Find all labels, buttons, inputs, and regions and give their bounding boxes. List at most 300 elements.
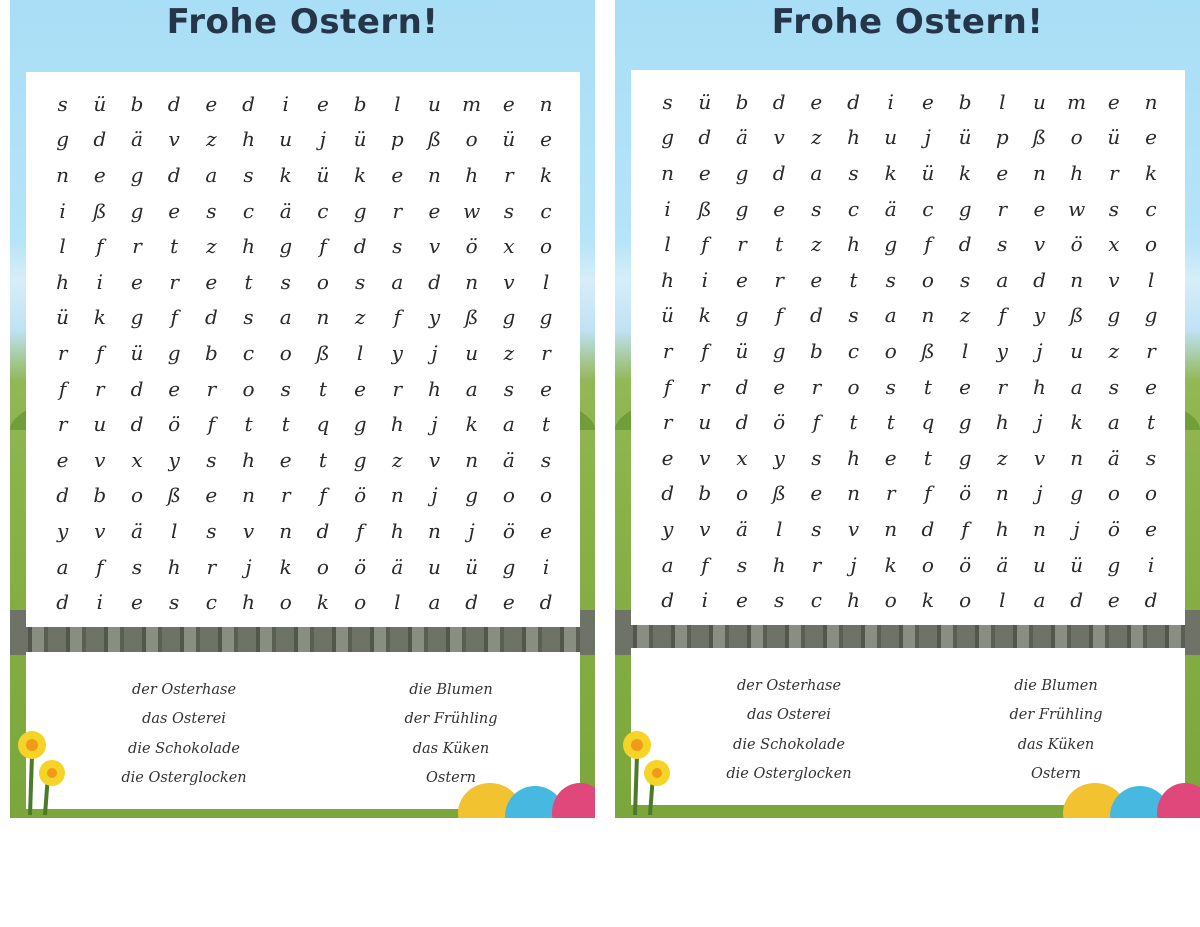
grid-letter[interactable]: r — [1146, 338, 1156, 363]
grid-letter[interactable]: q — [316, 412, 330, 437]
grid-letter[interactable]: n — [390, 483, 404, 508]
grid-letter[interactable]: l — [961, 338, 969, 363]
grid-letter[interactable]: f — [924, 232, 932, 257]
grid-letter[interactable]: r — [95, 376, 105, 401]
grid-letter[interactable]: r — [504, 162, 514, 187]
grid-letter[interactable]: s — [1108, 196, 1119, 221]
grid-letter[interactable]: g — [1070, 481, 1084, 506]
grid-letter[interactable]: k — [279, 554, 292, 579]
grid-letter[interactable]: ö — [354, 554, 367, 579]
grid-letter[interactable]: f — [961, 516, 969, 541]
grid-letter[interactable]: s — [280, 376, 291, 401]
grid-letter[interactable]: t — [244, 412, 253, 437]
grid-letter[interactable]: v — [428, 234, 441, 259]
grid-letter[interactable]: o — [847, 374, 860, 399]
grid-letter[interactable]: f — [812, 410, 821, 435]
grid-letter[interactable]: p — [390, 127, 404, 152]
grid-letter[interactable]: s — [1145, 445, 1157, 470]
grid-letter[interactable]: w — [463, 198, 481, 223]
grid-letter[interactable]: h — [465, 162, 479, 187]
grid-letter[interactable]: r — [811, 374, 822, 399]
grid-letter[interactable]: v — [847, 516, 860, 541]
grid-letter[interactable]: s — [243, 305, 254, 330]
grid-letter[interactable]: e — [279, 447, 292, 472]
grid-letter[interactable]: d — [56, 483, 69, 508]
grid-letter[interactable]: d — [809, 303, 823, 328]
grid-letter[interactable]: o — [316, 554, 329, 579]
grid-letter[interactable]: e — [540, 376, 552, 401]
grid-letter[interactable]: ö — [959, 552, 972, 577]
grid-letter[interactable]: t — [923, 374, 932, 399]
grid-letter[interactable]: z — [206, 127, 217, 152]
grid-letter[interactable]: z — [503, 340, 515, 365]
grid-letter[interactable]: a — [1070, 374, 1083, 399]
grid-letter[interactable]: v — [1033, 445, 1046, 470]
grid-letter[interactable]: s — [540, 447, 552, 472]
grid-letter[interactable]: g — [1107, 552, 1121, 577]
grid-letter[interactable]: e — [1145, 516, 1157, 541]
grid-letter[interactable]: v — [699, 445, 711, 470]
grid-letter[interactable]: o — [1145, 232, 1158, 257]
grid-letter[interactable]: y — [773, 445, 785, 470]
grid-letter[interactable]: f — [393, 305, 401, 330]
grid-letter[interactable]: v — [1108, 267, 1120, 292]
grid-letter[interactable]: v — [168, 127, 180, 152]
grid-letter[interactable]: f — [663, 374, 672, 399]
grid-letter[interactable]: g — [735, 160, 749, 185]
grid-letter[interactable]: d — [130, 412, 144, 437]
grid-letter[interactable]: o — [502, 483, 515, 508]
grid-letter[interactable]: l — [775, 516, 783, 541]
grid-letter[interactable]: g — [353, 198, 367, 223]
grid-letter[interactable]: u — [884, 125, 898, 150]
grid-letter[interactable]: v — [94, 518, 106, 543]
grid-letter[interactable]: h — [428, 376, 441, 401]
grid-letter[interactable]: d — [428, 269, 441, 294]
grid-letter[interactable]: c — [205, 590, 217, 615]
grid-letter[interactable]: r — [700, 374, 710, 399]
grid-letter[interactable]: c — [540, 198, 552, 223]
grid-letter[interactable]: o — [1145, 481, 1158, 506]
grid-letter[interactable]: i — [1147, 552, 1155, 577]
grid-letter[interactable]: f — [356, 518, 364, 543]
grid-letter[interactable]: u — [279, 127, 293, 152]
grid-letter[interactable]: t — [1147, 410, 1156, 435]
grid-letter[interactable]: i — [664, 196, 671, 221]
grid-letter[interactable]: y — [661, 516, 674, 541]
grid-letter[interactable]: s — [885, 267, 896, 292]
grid-letter[interactable]: e — [205, 483, 218, 508]
grid-letter[interactable]: s — [811, 516, 822, 541]
grid-letter[interactable]: h — [242, 127, 255, 152]
grid-letter[interactable]: n — [884, 516, 898, 541]
grid-letter[interactable]: ä — [884, 196, 897, 221]
grid-letter[interactable]: s — [206, 518, 217, 543]
grid-letter[interactable]: k — [354, 162, 367, 187]
grid-letter[interactable]: n — [921, 303, 935, 328]
grid-letter[interactable]: t — [775, 232, 784, 257]
grid-letter[interactable]: r — [885, 481, 896, 506]
grid-letter[interactable]: t — [318, 376, 327, 401]
grid-letter[interactable]: n — [661, 160, 675, 185]
grid-letter[interactable]: j — [468, 518, 475, 543]
grid-letter[interactable]: z — [392, 447, 403, 472]
grid-letter[interactable]: j — [431, 412, 438, 437]
grid-letter[interactable]: a — [502, 412, 515, 437]
grid-letter[interactable]: v — [428, 447, 441, 472]
grid-letter[interactable]: g — [353, 412, 367, 437]
grid-letter[interactable]: h — [167, 554, 181, 579]
grid-letter[interactable]: h — [847, 125, 860, 150]
grid-letter[interactable]: r — [997, 374, 1008, 399]
grid-letter[interactable]: y — [56, 518, 69, 543]
grid-letter[interactable]: g — [167, 340, 181, 365]
grid-letter[interactable]: g — [958, 445, 972, 470]
grid-letter[interactable]: t — [318, 447, 327, 472]
grid-letter[interactable]: ß — [93, 198, 107, 223]
grid-letter[interactable]: a — [1033, 588, 1046, 613]
grid-letter[interactable]: r — [737, 232, 747, 257]
grid-letter[interactable]: o — [921, 552, 934, 577]
grid-letter[interactable]: s — [736, 552, 748, 577]
grid-letter[interactable]: ä — [131, 127, 143, 152]
grid-letter[interactable]: e — [205, 91, 218, 116]
grid-letter[interactable]: ö — [1070, 232, 1083, 257]
grid-letter[interactable]: ö — [773, 410, 786, 435]
grid-letter[interactable]: d — [772, 89, 786, 114]
grid-letter[interactable]: l — [664, 232, 671, 257]
grid-letter[interactable]: b — [93, 483, 107, 508]
grid-letter[interactable]: s — [848, 160, 859, 185]
grid-letter[interactable]: m — [1067, 89, 1087, 114]
grid-letter[interactable]: j — [1036, 338, 1043, 363]
grid-letter[interactable]: n — [1070, 267, 1084, 292]
grid-letter[interactable]: k — [93, 305, 106, 330]
grid-letter[interactable]: r — [206, 376, 217, 401]
grid-letter[interactable]: e — [773, 374, 786, 399]
grid-letter[interactable]: k — [1144, 160, 1158, 185]
grid-letter[interactable]: l — [59, 234, 66, 259]
grid-letter[interactable]: s — [243, 162, 254, 187]
grid-letter[interactable]: j — [431, 340, 438, 365]
grid-letter[interactable]: ö — [168, 412, 181, 437]
grid-letter[interactable]: k — [959, 160, 972, 185]
grid-letter[interactable]: o — [921, 267, 934, 292]
grid-letter[interactable]: k — [884, 552, 897, 577]
grid-letter[interactable]: ä — [736, 516, 748, 541]
grid-letter[interactable]: h — [847, 232, 860, 257]
grid-letter[interactable]: n — [56, 162, 70, 187]
grid-letter[interactable]: ä — [131, 518, 143, 543]
grid-letter[interactable]: ß — [167, 483, 181, 508]
grid-letter[interactable]: i — [96, 269, 103, 294]
grid-letter[interactable]: g — [130, 162, 144, 187]
grid-letter[interactable]: g — [130, 198, 144, 223]
grid-letter[interactable]: z — [811, 125, 822, 150]
grid-letter[interactable]: h — [661, 267, 675, 292]
grid-letter[interactable]: s — [662, 89, 673, 114]
grid-letter[interactable]: g — [130, 305, 144, 330]
grid-letter[interactable]: e — [131, 269, 143, 294]
grid-letter[interactable]: e — [810, 89, 823, 114]
grid-letter[interactable]: r — [662, 338, 673, 363]
grid-letter[interactable]: d — [242, 91, 255, 116]
grid-letter[interactable]: s — [131, 554, 143, 579]
grid-letter[interactable]: k — [279, 162, 292, 187]
grid-letter[interactable]: s — [811, 196, 822, 221]
grid-letter[interactable]: ü — [353, 127, 367, 152]
grid-letter[interactable]: h — [772, 552, 786, 577]
grid-letter[interactable]: l — [170, 518, 178, 543]
grid-letter[interactable]: s — [354, 269, 366, 294]
grid-letter[interactable]: r — [57, 340, 68, 365]
grid-letter[interactable]: b — [204, 340, 218, 365]
grid-letter[interactable]: f — [96, 234, 104, 259]
grid-letter[interactable]: e — [354, 376, 367, 401]
grid-letter[interactable]: ü — [502, 127, 516, 152]
grid-letter[interactable]: n — [1033, 160, 1046, 185]
grid-letter[interactable]: d — [130, 376, 144, 401]
grid-letter[interactable]: r — [57, 412, 68, 437]
grid-letter[interactable]: r — [280, 483, 291, 508]
grid-letter[interactable]: d — [93, 127, 107, 152]
grid-letter[interactable]: y — [996, 338, 1008, 363]
grid-letter[interactable]: y — [1033, 303, 1046, 328]
grid-letter[interactable]: e — [1145, 125, 1157, 150]
grid-letter[interactable]: g — [958, 196, 972, 221]
grid-letter[interactable]: o — [735, 481, 748, 506]
grid-letter[interactable]: g — [502, 554, 516, 579]
grid-letter[interactable]: f — [319, 483, 327, 508]
grid-letter[interactable]: n — [1033, 516, 1046, 541]
grid-letter[interactable]: ö — [465, 234, 478, 259]
grid-letter[interactable]: f — [924, 481, 932, 506]
grid-letter[interactable]: d — [316, 518, 330, 543]
grid-letter[interactable]: s — [811, 445, 822, 470]
grid-letter[interactable]: o — [1107, 481, 1120, 506]
grid-letter[interactable]: v — [503, 269, 515, 294]
grid-letter[interactable]: g — [279, 234, 293, 259]
grid-letter[interactable]: u — [698, 410, 712, 435]
grid-letter[interactable]: w — [1068, 196, 1086, 221]
grid-letter[interactable]: t — [849, 410, 858, 435]
grid-letter[interactable]: g — [1107, 303, 1121, 328]
grid-letter[interactable]: e — [810, 267, 823, 292]
grid-letter[interactable]: s — [774, 588, 785, 613]
grid-letter[interactable]: ä — [1107, 445, 1120, 470]
grid-letter[interactable]: v — [242, 518, 255, 543]
grid-letter[interactable]: s — [206, 447, 217, 472]
grid-letter[interactable]: a — [1107, 410, 1120, 435]
grid-letter[interactable]: g — [772, 338, 786, 363]
grid-letter[interactable]: s — [57, 91, 68, 116]
grid-letter[interactable]: m — [462, 91, 482, 116]
grid-letter[interactable]: g — [539, 305, 553, 330]
grid-letter[interactable]: t — [886, 410, 895, 435]
grid-letter[interactable]: b — [958, 89, 972, 114]
grid-letter[interactable]: n — [847, 481, 860, 506]
grid-letter[interactable]: ü — [465, 554, 479, 579]
grid-letter[interactable]: g — [1144, 303, 1158, 328]
grid-letter[interactable]: b — [809, 338, 823, 363]
grid-letter[interactable]: e — [1033, 196, 1046, 221]
grid-letter[interactable]: n — [539, 91, 553, 116]
grid-letter[interactable]: ü — [735, 338, 749, 363]
grid-letter[interactable]: z — [997, 445, 1008, 470]
grid-letter[interactable]: ä — [736, 125, 748, 150]
grid-letter[interactable]: e — [540, 518, 552, 543]
grid-letter[interactable]: ü — [1070, 552, 1084, 577]
grid-letter[interactable]: e — [959, 374, 972, 399]
grid-letter[interactable]: e — [205, 269, 218, 294]
grid-letter[interactable]: k — [698, 303, 711, 328]
grid-letter[interactable]: a — [56, 554, 69, 579]
grid-letter[interactable]: a — [465, 376, 478, 401]
grid-letter[interactable]: e — [502, 91, 515, 116]
grid-letter[interactable]: ü — [958, 125, 972, 150]
grid-letter[interactable]: n — [242, 483, 255, 508]
grid-letter[interactable]: n — [465, 447, 479, 472]
grid-letter[interactable]: a — [884, 303, 897, 328]
grid-letter[interactable]: s — [280, 269, 291, 294]
grid-letter[interactable]: i — [701, 588, 708, 613]
grid-letter[interactable]: d — [735, 410, 749, 435]
grid-letter[interactable]: o — [884, 588, 897, 613]
grid-letter[interactable]: ß — [464, 305, 479, 330]
grid-letter[interactable]: ü — [316, 162, 330, 187]
grid-letter[interactable]: u — [93, 412, 107, 437]
grid-letter[interactable]: s — [997, 232, 1008, 257]
grid-letter[interactable]: k — [884, 160, 897, 185]
grid-letter[interactable]: o — [279, 590, 292, 615]
grid-letter[interactable]: h — [242, 447, 255, 472]
grid-letter[interactable]: e — [428, 198, 441, 223]
grid-letter[interactable]: e — [502, 590, 515, 615]
grid-letter[interactable]: e — [93, 162, 106, 187]
grid-letter[interactable]: o — [130, 483, 143, 508]
grid-letter[interactable]: t — [170, 234, 179, 259]
grid-letter[interactable]: s — [206, 198, 217, 223]
grid-letter[interactable]: j — [1073, 516, 1080, 541]
grid-letter[interactable]: h — [390, 518, 404, 543]
grid-letter[interactable]: r — [662, 410, 673, 435]
grid-letter[interactable]: o — [279, 340, 292, 365]
grid-letter[interactable]: r — [774, 267, 784, 292]
grid-letter[interactable]: u — [1033, 552, 1046, 577]
grid-letter[interactable]: q — [921, 410, 935, 435]
grid-letter[interactable]: ü — [698, 89, 712, 114]
grid-letter[interactable]: h — [1070, 160, 1084, 185]
grid-letter[interactable]: d — [661, 588, 674, 613]
grid-letter[interactable]: k — [1070, 410, 1083, 435]
grid-letter[interactable]: d — [1144, 588, 1158, 613]
grid-letter[interactable]: e — [168, 198, 181, 223]
grid-letter[interactable]: v — [699, 516, 711, 541]
grid-letter[interactable]: h — [995, 516, 1009, 541]
grid-letter[interactable]: j — [431, 483, 438, 508]
grid-letter[interactable]: k — [465, 412, 478, 437]
grid-letter[interactable]: ü — [93, 91, 107, 116]
grid-letter[interactable]: l — [1147, 267, 1155, 292]
grid-letter[interactable]: o — [354, 590, 367, 615]
grid-letter[interactable]: j — [924, 125, 931, 150]
grid-letter[interactable]: x — [131, 447, 143, 472]
grid-letter[interactable]: d — [1070, 588, 1084, 613]
grid-letter[interactable]: i — [701, 267, 708, 292]
grid-letter[interactable]: h — [847, 445, 860, 470]
grid-letter[interactable]: i — [887, 89, 894, 114]
grid-letter[interactable]: e — [996, 160, 1009, 185]
grid-letter[interactable]: z — [354, 305, 366, 330]
grid-letter[interactable]: e — [540, 127, 552, 152]
grid-letter[interactable]: k — [316, 590, 329, 615]
grid-letter[interactable]: n — [316, 305, 330, 330]
grid-letter[interactable]: b — [353, 91, 367, 116]
grid-letter[interactable]: ü — [921, 160, 935, 185]
grid-letter[interactable]: j — [850, 552, 857, 577]
grid-letter[interactable]: e — [884, 445, 897, 470]
grid-letter[interactable]: x — [503, 234, 515, 259]
grid-letter[interactable]: ß — [316, 340, 330, 365]
grid-letter[interactable]: d — [847, 89, 860, 114]
grid-letter[interactable]: ß — [772, 481, 786, 506]
grid-letter[interactable]: ä — [391, 554, 404, 579]
grid-letter[interactable]: a — [428, 590, 441, 615]
grid-letter[interactable]: s — [959, 267, 971, 292]
grid-letter[interactable]: h — [1033, 374, 1046, 399]
grid-letter[interactable]: ü — [1107, 125, 1121, 150]
grid-letter[interactable]: z — [811, 232, 822, 257]
grid-letter[interactable]: n — [1144, 89, 1158, 114]
grid-letter[interactable]: ß — [698, 196, 712, 221]
grid-letter[interactable]: f — [319, 234, 327, 259]
grid-letter[interactable]: i — [96, 590, 103, 615]
grid-letter[interactable]: u — [428, 91, 441, 116]
grid-letter[interactable]: a — [279, 305, 292, 330]
grid-letter[interactable]: e — [1107, 588, 1120, 613]
grid-letter[interactable]: d — [167, 91, 181, 116]
grid-letter[interactable]: ö — [959, 481, 972, 506]
grid-letter[interactable]: h — [242, 590, 255, 615]
grid-letter[interactable]: f — [701, 552, 709, 577]
grid-letter[interactable]: y — [428, 305, 441, 330]
grid-letter[interactable]: r — [132, 234, 142, 259]
grid-letter[interactable]: y — [391, 340, 403, 365]
grid-letter[interactable]: h — [995, 410, 1009, 435]
grid-letter[interactable]: n — [465, 269, 479, 294]
grid-letter[interactable]: g — [884, 232, 898, 257]
grid-letter[interactable]: b — [735, 89, 749, 114]
grid-letter[interactable]: o — [316, 269, 329, 294]
grid-letter[interactable]: ü — [661, 303, 675, 328]
grid-letter[interactable]: i — [59, 198, 66, 223]
grid-letter[interactable]: r — [1109, 160, 1119, 185]
grid-letter[interactable]: ö — [354, 483, 367, 508]
grid-letter[interactable]: k — [921, 588, 934, 613]
grid-letter[interactable]: t — [244, 269, 253, 294]
grid-letter[interactable]: s — [169, 590, 180, 615]
grid-letter[interactable]: i — [542, 554, 550, 579]
grid-letter[interactable]: r — [392, 376, 403, 401]
grid-letter[interactable]: ß — [1069, 303, 1084, 328]
grid-letter[interactable]: g — [465, 483, 479, 508]
grid-letter[interactable]: c — [810, 588, 822, 613]
grid-letter[interactable]: o — [959, 588, 972, 613]
grid-letter[interactable]: j — [1036, 410, 1043, 435]
grid-letter[interactable]: r — [206, 554, 217, 579]
grid-letter[interactable]: c — [847, 338, 860, 363]
grid-letter[interactable]: e — [131, 590, 143, 615]
